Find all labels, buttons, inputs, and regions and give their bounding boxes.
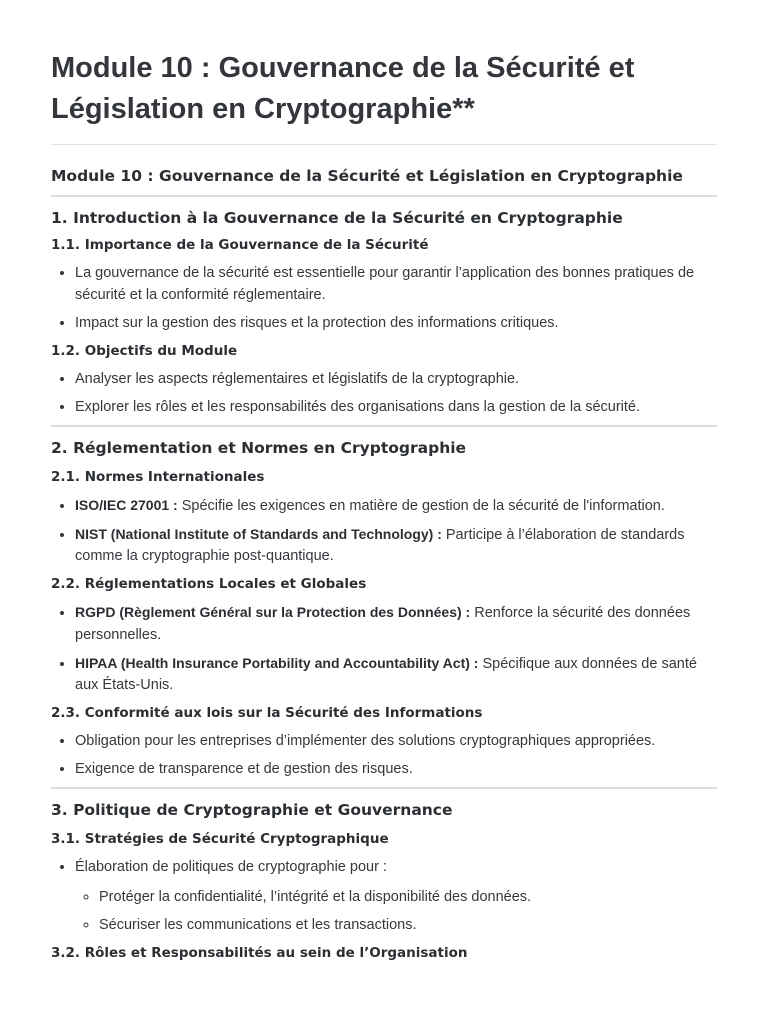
- list-item: [75, 495, 717, 518]
- section-1-2-list: [51, 369, 717, 419]
- section-2-3-heading: 2.3. Conformité aux lois sur la Sécurité des Informations: [51, 705, 483, 721]
- section-3: [51, 787, 717, 963]
- section-2-3-list: [51, 731, 717, 781]
- section-3-2-heading: 3.2. Rôles et Responsabilités au sein de l’Organisation: [51, 944, 468, 961]
- document-title: Module 10 : Gouvernance de la Sécurité et Législation en Cryptographie**: [51, 48, 717, 145]
- section-3-1-heading: 3.1. Stratégies de Sécurité Cryptographique: [51, 831, 389, 847]
- list-item-text: Élaboration de politiques de cryptographie pour :: [75, 859, 387, 875]
- section-2-1-list: [51, 495, 717, 568]
- term-description: Spécifie les exigences en matière de gestion de la sécurité de l'information.: [177, 497, 665, 514]
- section-1-1-heading: 1.1. Importance de la Gouvernance de la Sécurité: [51, 237, 429, 253]
- section-1-1-list: [51, 263, 717, 334]
- term-hipaa: HIPAA (Health Insurance Portability and Accountability Act) :: [75, 654, 479, 671]
- nested-list-item: ◦ Sécuriser les communications et les transactions.: [99, 915, 717, 937]
- nested-list: [75, 887, 717, 937]
- list-item: • Impact sur la gestion des risques et la protection des informations critiques.: [75, 313, 717, 335]
- module-subtitle: Module 10 : Gouvernance de la Sécurité et Législation en Cryptographie: [51, 145, 717, 197]
- term-nist: NIST (National Institute of Standards and Technology) :: [75, 525, 442, 542]
- section-1-heading: 1. Introduction à la Gouvernance de la Sécurité en Cryptographie: [51, 209, 623, 227]
- term-description: Participe à l’élaboration de standards comme la cryptographie post-quantique.: [75, 526, 685, 564]
- section-2-heading: 2. Réglementation et Normes en Cryptographie: [51, 438, 467, 457]
- list-item: • Obligation pour les entreprises d’implémenter des solutions cryptographiques appropriées.: [75, 731, 717, 753]
- term-iso: ISO/IEC 27001 :: [75, 496, 178, 513]
- section-2: [51, 425, 717, 781]
- section-3-1-list: [51, 857, 717, 936]
- section-1-2-heading: 1.2. Objectifs du Module: [51, 342, 238, 359]
- term-description: Renforce la sécurité des données personnelles.: [75, 605, 691, 643]
- section-1: [51, 207, 717, 418]
- list-item: [75, 602, 717, 646]
- section-2-1-heading: 2.1. Normes Internationales: [51, 468, 265, 485]
- section-3-heading: 3. Politique de Cryptographie et Gouvernance: [51, 801, 453, 819]
- section-2-2-heading: 2.2. Réglementations Locales et Globales: [51, 576, 367, 592]
- section-2-2-list: [51, 602, 717, 697]
- list-item: [75, 857, 717, 936]
- term-description: Spécifique aux données de santé aux États-Unis.: [75, 655, 697, 693]
- list-item: • Explorer les rôles et les responsabilités des organisations dans la gestion de la sécurité.: [75, 397, 717, 419]
- list-item: [75, 524, 717, 568]
- list-item: • La gouvernance de la sécurité est essentielle pour garantir l’application des bonnes pratiques de sécurité et la conformité réglementaire.: [75, 263, 717, 306]
- list-item: • Exigence de transparence et de gestion des risques.: [75, 759, 717, 781]
- list-item: [75, 653, 717, 697]
- term-rgpd: RGPD (Règlement Général sur la Protection des Données) :: [75, 604, 471, 620]
- nested-list-item: ◦ Protéger la confidentialité, l’intégrité et la disponibilité des données.: [99, 887, 717, 909]
- list-item: • Analyser les aspects réglementaires et législatifs de la cryptographie.: [75, 369, 717, 391]
